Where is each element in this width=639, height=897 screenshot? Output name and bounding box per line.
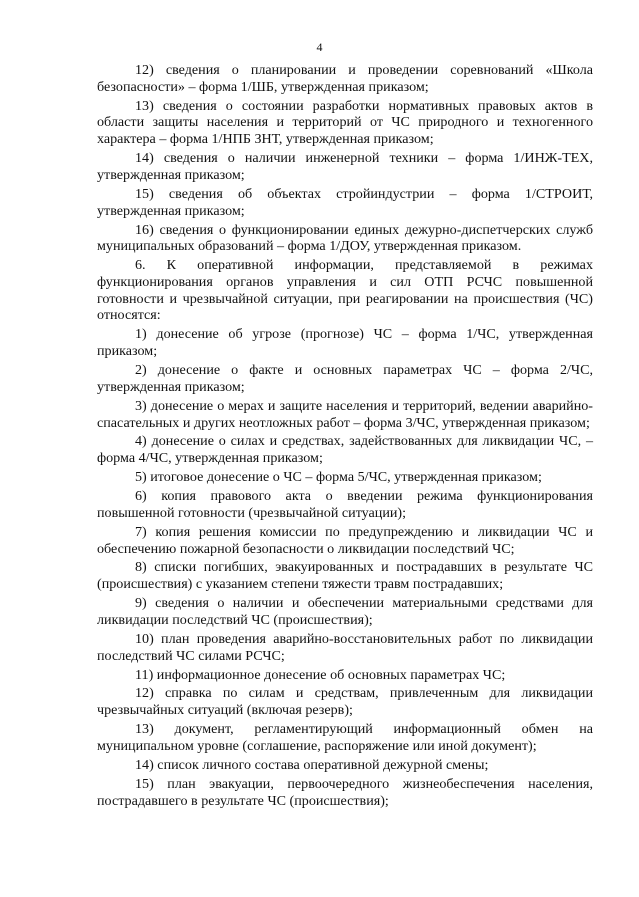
paragraph: 11) информационное донесение об основных параметрах ЧС;: [135, 666, 506, 683]
paragraph: 9) сведения о наличии и обеспечении материальными средствами для ликвидации последствий ЧС (происшествия);: [97, 595, 593, 628]
paragraph: 2) донесение о факте и основных параметрах ЧС – форма 2/ЧС, утвержденная приказом;: [97, 362, 593, 395]
paragraph: 14) список личного состава оперативной дежурной смены;: [135, 756, 489, 773]
page-number: 4: [316, 40, 323, 54]
paragraph: 5) итоговое донесение о ЧС – форма 5/ЧС, утвержденная приказом;: [135, 469, 542, 486]
paragraph: 6. К оперативной информации, представляемой в режимах функционирования органов управления и сил ОТП РСЧС повышенной готовности и чрезвычайной ситуации, при реагировании на происшествия (ЧС) относятся:: [97, 257, 593, 324]
paragraph: 16) сведения о функционировании единых дежурно-диспетчерских служб муниципальных образований – форма 1/ДОУ, утвержденная приказом.: [97, 221, 593, 255]
paragraph: 6) копия правового акта о введении режима функционирования повышенной готовности (чрезвычайной ситуации);: [97, 488, 593, 521]
paragraph: 14) сведения о наличии инженерной техники – форма 1/ИНЖ-ТЕХ, утвержденная приказом;: [97, 150, 593, 183]
paragraph: 10) план проведения аварийно-восстановительных работ по ликвидации последствий ЧС силами РСЧС;: [97, 630, 593, 664]
paragraph: 12) сведения о планировании и проведении соревнований «Школа безопасности» – форма 1/ШБ, утвержденная приказом;: [97, 62, 593, 95]
paragraph: 3) донесение о мерах и защите населения и территорий, ведении аварийно-спасательных и других неотложных работ – форма 3/ЧС, утвержденная приказом;: [97, 397, 593, 431]
paragraph: 4) донесение о силах и средствах, задействованных для ликвидации ЧС, – форма 4/ЧС, утвержденная приказом;: [97, 433, 593, 467]
paragraph: 15) план эвакуации, первоочередного жизнеобеспечения населения, пострадавшего в результате ЧС (происшествия);: [97, 775, 593, 809]
paragraph: 1) донесение об угрозе (прогнозе) ЧС – форма 1/ЧС, утвержденная приказом;: [97, 326, 593, 360]
paragraph: 15) сведения об объектах стройиндустрии – форма 1/СТРОИТ, утвержденная приказом;: [97, 185, 593, 219]
paragraph: 13) сведения о состоянии разработки нормативных правовых актов в области защиты населения и территорий от ЧС природного и техногенного характера – форма 1/НПБ ЗНТ, утвержденная приказом;: [97, 97, 593, 148]
paragraph: 7) копия решения комиссии по предупреждению и ликвидации ЧС и обеспечению пожарной безопасности о ликвидации последствий ЧС;: [97, 523, 593, 557]
paragraph: 12) справка по силам и средствам, привлеченным для ликвидации чрезвычайных ситуаций (включая резерв);: [97, 685, 593, 719]
document-body: [97, 62, 593, 811]
paragraph: 13) документ, регламентирующий информационный обмен на муниципальном уровне (соглашение, распоряжение или иной документ);: [97, 721, 593, 754]
paragraph: 8) списки погибших, эвакуированных и пострадавших в результате ЧС (происшествия) с указанием степени тяжести травм пострадавших;: [97, 559, 593, 593]
